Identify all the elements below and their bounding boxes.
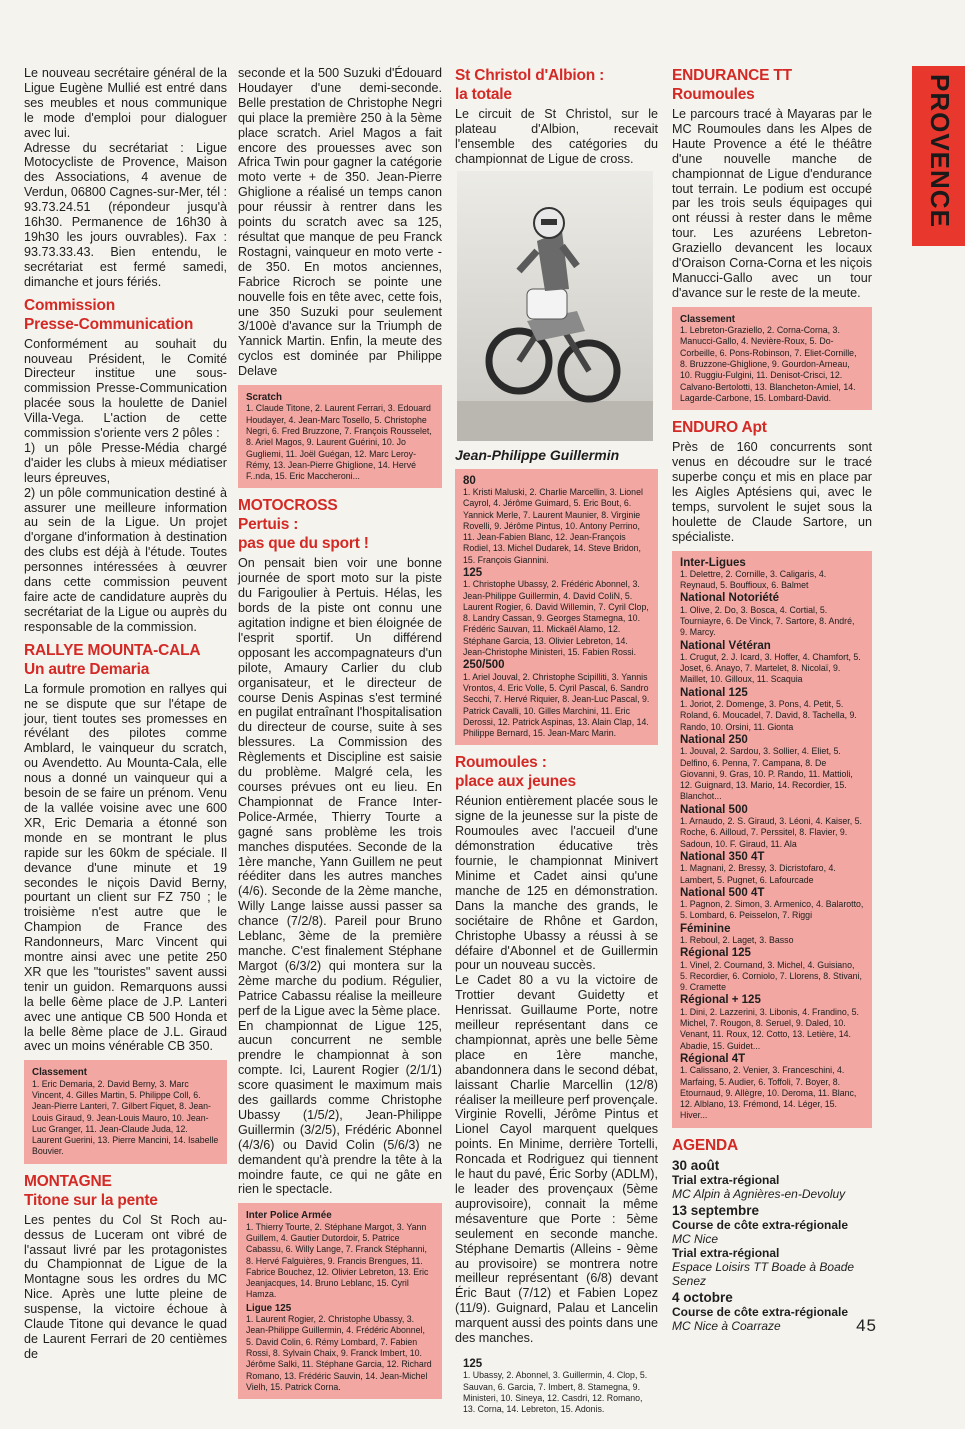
rider-illustration — [457, 171, 653, 441]
agenda-event: Trial extra-régional — [672, 1245, 780, 1260]
motocross-rider-photo — [457, 171, 653, 441]
results-text: 1. Ariel Jouval, 2. Christophe Scipilliti, 3. Yannis Vrontos, 4. Eric Volle, 5. Cyril Pascal, 6. Sandro Secchi, 7. Hervé Riquier, 8. Jean-Luc Pascal, 9. Patrick Cavalli, 10. Gilles Marchini, 11. Eric Derossi, 12. Patrick Aspinas, 13. Alain Clap, 14. Philippe Bernard, 15. Jean-Marc Marin. — [463, 671, 650, 739]
results-title: National 500 4T — [680, 886, 765, 899]
address-paragraph: Adresse du secrétariat : Ligue Motocycliste de Provence, Maison des Associations, 4 avenue de Verdun, 06800 Cagnes-sur-Mer, tél : 93.73.24.51 (répondeur jusqu'à 16h30. Permanence de 16h30 à 19h30 les jours ouvrables). Fax : 93.73.33.43. Bien entendu, le secrétariat est fermé samedi, dimanche et jours fériés. — [24, 140, 228, 289]
scratch-results-box — [238, 385, 442, 488]
roumoules-article — [455, 794, 658, 1346]
column-2 — [238, 66, 442, 1407]
motocross-heading-line2: Pertuis : — [238, 516, 299, 534]
results-text: 1. Reboul, 2. Laget, 3. Basso — [680, 935, 794, 945]
rallye-heading-line2: Un autre Demaria — [24, 660, 150, 678]
agenda-place: MC Nice — [672, 1231, 719, 1246]
results-title: 125 — [463, 567, 483, 579]
endurance-results-box — [672, 307, 872, 410]
roumoules-heading-line1: Roumoules : — [455, 754, 547, 772]
results-text: 1. Christophe Ubassy, 2. Frédéric Abonnel, 3. Jean-Philippe Guillermin, 4. David CoIiN, 5. Laurent Rogier, 6. David Willemin, 7. Cyril Clop, 8. Landry Cassan, 9. Georges Stamegna, 10. Frédéric Sauvan, 11. Mickaël Alamo, 12. Stéphane Garcia, 13. Olivier Lebreton, 14. Jean-Christophe Ministeri, 15. Fabien Rossi. — [463, 579, 649, 658]
endurance-heading-line2: Roumoules — [672, 86, 755, 103]
rallye-heading — [24, 641, 227, 679]
motocross-heading — [238, 496, 442, 553]
ipa-results-box — [238, 1203, 442, 1399]
results-text: 1. Jouval, 2. Sardou, 3. Sollier, 4. Eliet, 5. Delfino, 6. Penna, 7. Campana, 8. De Giovanni, 9. Gras, 10. P. Rando, 11. Mattioli, 12. Guignard, 13. Mario, 14. Recordier, 15. Blanchot... — [680, 746, 853, 802]
agenda-heading — [672, 1136, 872, 1155]
motocross-heading-line3: pas que du sport ! — [238, 535, 369, 553]
intro-article — [24, 66, 227, 290]
results-title: Régional + 125 — [680, 994, 761, 1007]
results-title: 250/500 — [463, 659, 505, 672]
results-title: National Vétéran — [680, 639, 771, 652]
results-title: National 250 — [680, 733, 748, 746]
results-title: 125 — [463, 1357, 483, 1370]
results-title: National 500 — [680, 803, 748, 816]
results-title: Scratch — [246, 392, 282, 404]
montagne-heading-line2: Titone sur la pente — [24, 1191, 158, 1209]
montagne-continued-paragraph: seconde et la 500 Suzuki d'Édouard Houdayer d'une demi-seconde. Belle prestation de Christophe Negri qui place la première 250 à la 5ème place scratch. Ariel Magos a fait encore des prouesses avec son Africa Twin pour gagner la catégorie moto verte + de 350. Jean-Pierre Ghiglione a réalisé un temps canon pour réussir à rentrer dans les points du scratch avec sa 125, résultat que manque de peu Franck Rostagni, vainqueur en moto verte - de 350. En motos anciennes, Fabrice Ricroch se pointe une nouvelle fois en tête avec, cette fois, une 350 Suzuki pour seulement 3/100è d'avance sur la Triumph de Yannick Martin. Enfin, la meute des cyclos est dominée par Philippe Delave — [238, 66, 442, 379]
endurance-article — [672, 107, 872, 301]
results-text: 1. Olive, 2. Do, 3. Bosca, 4. Cortial, 5. Tourniayre, 6. De Vinck, 7. Sartore, 8. André, 9. Marcy. — [680, 604, 855, 638]
agenda-date: 4 octobre — [672, 1289, 733, 1305]
commission-paragraph-2: 1) un pôle Presse-Média chargé d'aider les clubs à mieux médiatiser leurs épreuves, — [24, 440, 227, 485]
agenda-heading-line1: AGENDA — [672, 1136, 738, 1154]
rallye-results-box — [24, 1060, 227, 1163]
agenda-event: Trial extra-régional — [672, 1172, 780, 1187]
section-tag-label: PROVENCE — [925, 74, 955, 228]
stchristol-article — [455, 107, 658, 167]
results-text: 1. Thierry Tourte, 2. Stéphane Margot, 3. Yann Guillem, 4. Gautier Dutordoir, 5. Patrice Cabassu, 6. Willy Lange, 7. Franck Stéphanni, 8. Hervé Falguières, 9. Francis Brengues, 11. Fabrice Bouchez, 12. Olivier Lebreton, 13. Eric Jeanjacques, 14. Bruno Leblanc, 15. Cyril Hamza. — [246, 1221, 429, 1300]
results-title: Classement — [32, 1067, 87, 1079]
rallye-heading-line1: RALLYE MOUNTA-CALA — [24, 641, 201, 659]
commission-heading-line1: Commission — [24, 296, 116, 314]
rallye-paragraph: La formule promotion en rallyes qui ne se dispute que sur l'étape de jour, tient toutes ses promesses en révélant des pilotes comme Amblard, le vainqueur du scratch, ou Avendetto. Au Mounta-Cala, elle nous a donné un vainqueur qui a besoin de se faire un prénom. Venu de la vallée voisine avec une 600 XR, Eric Demaria a étonné son monde en se montrant le plus rapide sur les 60km de spéciale. Il devance d'une minute et 19 secondes le niçois David Berny, pourtant un client sur FZ 750 ; le troisième n'est autre que le Champion de France des Randonneurs, Marc Vincent qui montre ainsi avec une petite 250 XR que les "touristes" savent aussi tenir un guidon. Remarquons aussi la belle 6ème place de J.P. Lanteri avec une antique CB 500 Honda et la belle 8ème place de J.L. Giraud avec un moins vénérable CB 350. — [24, 681, 227, 1054]
results-title: National 350 4T — [680, 850, 765, 863]
intro-paragraph: Le nouveau secrétaire général de la Ligue Eugène Mullié est entré dans ses meubles et nous communique le mode d'emploi pour dialoguer avec lui. — [24, 66, 227, 140]
stchristol-results-box — [455, 469, 658, 746]
enduro-heading-line1: ENDURO Apt — [672, 419, 767, 437]
results-title: Inter Police Armée — [246, 1210, 332, 1222]
enduro-article — [672, 440, 872, 544]
rallye-article — [24, 682, 227, 1055]
agenda-place: MC Alpin à Agnières-en-Devoluy — [672, 1186, 846, 1201]
montagne-paragraph: Les pentes du Col St Roch au-dessus de Luceram ont vibré de l'assaut livré par les protagonistes du Championnat de Ligue de la Montagne sous les ordres du MC Nice. Après une lutte pleine de suspense, la victoire échoue à Claude Titone qui devance le quad de Laurent Ferrari de 20 centièmes de — [24, 1212, 227, 1361]
montagne-heading — [24, 1172, 227, 1210]
motocross-paragraph-2: En championnat de Ligue 125, aucun concurrent ne semble prendre le championnat à son compte. Ici, Laurent Rogier (2/1/1) score quasiment le maximum mais des gaillards comme Christophe Ubassy (1/5/2), Jean-Philippe Guillermin (3/2/5), Frédéric Abonnel (4/3/6) ou David Colin (5/6/3) ne demandent qu'à prendre la tête à la moindre faute, ce qui ne gâte en rien le spectacle. — [238, 1018, 442, 1197]
results-text: 1. Ubassy, 2. Abonnel, 3. Guillermin, 4. Clop, 5. Sauvan, 6. Garcia, 7. Imbert, 8. Stamegna, 9. Ministeri, 10. Sineya, 12. Casdri, 12. Romano, 13. Corna, 14. Lebreton, 15. Adonis. — [463, 1370, 648, 1415]
roumoules-heading — [455, 753, 658, 791]
results-text: 1. Arnaudo, 2. S. Giraud, 3. Léoni, 4. Kaiser, 5. Roche, 6. Ailloud, 7. Perssitel, 8. Flavier, 9. Sadoun, 10. F. Giraud, 11. Ala — [680, 816, 862, 849]
motocross-paragraph-1: On pensait bien voir une bonne journée de sport moto sur la piste du Farigoulier à Pertuis. Hélas, les bords de la piste ont connu une agitation indigne et bien éloignée de l'esprit sportif. Un différend opposant les accompagnateurs d'un pilote, Amaury Carlier du club organisateur, et le directeur de course Denis Aspinas s'est terminé en pugilat entraînant l'hospitalisation du directeur de course, suite à ses blessures. La Commission des Règlements et Discipline est saisie du problème. Malgré cela, les courses prévues ont eu lieu. En Championnat de France Inter-Police-Armée, Thierry Tourte a gagné sans problème les trois manches disputées. Seconde de la 1ère manche, Yann Guillem ne peut rééditer dans les autres manches (4/6). Seconde de la 2ème manche, Willy Lange laisse aussi passer sa chance (7/2/8). Pareil pour Bruno Leblanc, 3ème de la première manche. C'est finalement Stéphane Margot (6/3/2) qui montera sur la 2ème marche du podium. Régulier, Patrice Cabassu réalise la meilleure perf de la Ligue avec la 5ème place. — [238, 556, 442, 1018]
commission-paragraph-3: 2) un pôle communication destiné à assurer une meilleure information au sein de la Ligue. Un projet d'organe d'information à destination des clubs est déjà à l'étude. Toutes personnes intéressées à œuvrer dans cette commission peuvent faire acte de candidature auprès du secrétariat de la Ligue ou auprès du responsable de la commission. — [24, 485, 227, 634]
montagne-article — [24, 1213, 227, 1362]
column-3 — [455, 66, 658, 1429]
column-1 — [24, 66, 227, 1362]
agenda-event: Course de côte extra-régionale — [672, 1217, 849, 1232]
commission-heading-line2: Presse-Communication — [24, 315, 194, 333]
results-title: National Notoriété — [680, 592, 780, 605]
stchristol-heading-line1: St Christol d'Albion : — [455, 67, 605, 84]
motocross-article — [238, 556, 442, 1197]
endurance-heading-line1: ENDURANCE TT — [672, 67, 792, 84]
enduro-paragraph: Près de 160 concurrents sont venus en découdre sur le tracé superbe conçu et mis en place par les Aigles Aptésiens qui, avec le temps, survolent le sujet sous la houlette de Claude Sartore, un spécialiste. — [672, 440, 872, 544]
endurance-heading — [672, 66, 872, 104]
results-title: Inter-Ligues — [680, 556, 746, 569]
column-4 — [672, 66, 872, 1333]
page-number: 45 — [856, 1316, 877, 1335]
results-title: Régional 125 — [680, 947, 751, 960]
section-tag — [912, 66, 965, 246]
results-text: 1. Lebreton-Graziello, 2. Corna-Corna, 3. Manucci-Gallo, 4. Nevière-Roux, 5. Do-Corbeille, 6. Pons-Robinson, 7. Eliet-Cornille, 8. Bruzzone-Ghiglione, 9. Gourdon-Arneau, 10. Ruggiu-Fulgini, 11. Denisot-Crisci, 12. Calvano-Bertolotti, 13. Blancheton-Amiel, 14. Lagarde-Carbone, 15. Lombard-David. — [680, 325, 857, 403]
results-text: 1. Delettre, 2. Cornille, 3. Caligaris, 4. Reynaud, 5. Bouffioux, 6. Balmet — [680, 568, 827, 591]
roumoules-heading-line2: place aux jeunes — [455, 773, 576, 791]
roumoules-results — [455, 1352, 658, 1421]
stchristol-paragraph: Le circuit de St Christol, sur le plateau d'Albion, recevait l'ensemble des catégories du championnat de Ligue de cross. — [455, 107, 658, 166]
results-text: 1. Calissano, 2. Venier, 3. Franceschini, 4. Marfaing, 5. Audier, 6. Toffoli, 7. Boyer, 8. Etournaud, 9. Allègre, 10. Deroma, 11. Blanc, 12. Alblano, 13. Frémond, 14. Léger, 15. Hiver... — [680, 1065, 857, 1121]
enduro-results-box — [672, 551, 872, 1128]
results-text: 1. Magnani, 2. Bressy, 3. Dicristofaro, 4. Lambert, 5. Pugnet, 6. Lafourcade — [680, 863, 836, 885]
agenda-place: MC Nice à Coarraze — [672, 1318, 781, 1333]
results-title: Classement — [680, 313, 735, 325]
results-text: 1. Laurent Rogier, 2. Christophe Ubassy, 3. Jean-Philippe Guillermin, 4. Frédéric Abonnel, 5. David Colin, 6. Rémy Lombard, 7. Fabien Rossi, 8. Sylvain Chaix, 9. Franck Imbert, 10. Jérôme Salki, 11. Stéphane Garcia, 12. Richard Romano, 13. Frédéric Sauvin, 14. Jean-Michel Vielh, 15. Patrick Corna. — [246, 1314, 432, 1392]
stchristol-heading-line2: la totale — [455, 86, 512, 103]
results-title: Féminine — [680, 922, 731, 935]
results-text: 1. Pagnon, 2. Simon, 3. Armenico, 4. Balarotto, 5. Lombard, 6. Peisselon, 7. Riggi — [680, 899, 864, 921]
results-text: 1. Claude Titone, 2. Laurent Ferrari, 3. Edouard Houdayer, 4. Jean-Marc Tosello, 5. Christophe Negri, 6. Fred Bruzzone, 7. François Rousselet, 8. Ariel Magos, 9. Laurent Guérini, 10. Jo Gugliemi, 11. Joël Guégan, 12. Marc Leroy-Rémy, 13. Jean-Pierre Ghiglione, 14. Hervé F..nda, 15. Eric Maccheroni... — [246, 403, 432, 482]
results-title: 80 — [463, 474, 476, 487]
results-text: 1. Eric Demaria, 2. David Berny, 3. Marc Vincent, 4. Gilles Martin, 5. Philippe Coll, 6. Jean-Pierre Lanteri, 7. Gilbert Fiquet, 8. Jean-Louis Giraud, 9. Jean-Louis Mauro, 10. Jean-Luc Granger, 11. Jean-Claude Juda, 12. Laurent Guerini, 13. Pierre Mancini, 14. Isabelle Bouvier. — [32, 1078, 219, 1157]
stchristol-heading — [455, 66, 658, 104]
photo-caption: Jean-Philippe Guillermin — [455, 446, 620, 463]
results-text: 1. Kristi Maluski, 2. Charlie Marcellin, 3. Lionel Cayrol, 4. Jérôme Guimard, 5. Eric Bout, 6. Yannick Merle, 7. Laurent Maunier, 8. Virginie Rovelli, 9. Jérôme Pintus, 10. Antony Perrino, 11. Jean-Fabien Blanc, 12. Jean-François Rodiel, 13. Michel Dudarek, 14. Steve Bridon, 15. François Giannini. — [463, 486, 643, 565]
agenda-date: 30 août — [672, 1157, 720, 1173]
roumoules-paragraph-1: Réunion entièrement placée sous le signe de la jeunesse sur la piste de Roumoules avec l'accueil d'une démonstration éducative très fournie, le championnat Minivert Minime et Cadet ainsi qu'une manche de 125 en démonstration. Dans la manche des grands, le sociétaire de Rhône et Gardon, Christophe Ubassy a réussi à se défaire d'Abonnel et de Guillermin pour un nouveau succès. — [455, 794, 658, 973]
results-title: Ligue 125 — [246, 1302, 292, 1314]
commission-heading — [24, 296, 227, 334]
montagne-heading-line1: MONTAGNE — [24, 1172, 112, 1190]
motocross-heading-line1: MOTOCROSS — [238, 497, 338, 515]
agenda-date: 13 septembre — [672, 1202, 760, 1218]
agenda-list — [672, 1158, 872, 1333]
montagne-continued — [238, 66, 442, 379]
results-title: National 125 — [680, 686, 748, 699]
results-text: 1. Vinel, 2. Cournand, 3. Michel, 4. Guisiano, 5. Recordier, 6. Corniolo, 7. Llorens, 8. Stivani, 9. Cramette — [680, 959, 862, 993]
results-title: Régional 4T — [680, 1052, 746, 1065]
commission-article — [24, 337, 227, 635]
commission-paragraph-1: Conformément au souhait du nouveau Président, le Comité Directeur institue une sous-commission Presse-Communication placée sous la houlette de Daniel Villa-Vega. L'action de cette commission s'oriente vers 2 pôles : — [24, 336, 227, 441]
roumoules-paragraph-2: Le Cadet 80 a vu la victoire de Trottier devant Guidetty et Henrissat. Guillaume Porte, notre meilleur représentant dans ce championnat, après une belle 5ème place en 1ère manche, abandonnera dans le second débat, laissant Charlie Marcellin (12/8) réaliser la meilleure perf provençale. Virginie Rovelli, Jérôme Pintus et Lionel Cayol marquent quelques points. En Minime, derrière Tortelli, Roncada et Rodriguez qui tiennent le haut du pavé, Éric Sorby (ADLM), le leader des provençaux (5ème auprovisoire), connait la même mésaventure que Porte : 5ème seulement en seconde manche. Stéphane Demartis (Alleins - 9ème au provisoire) se montrera notre meilleur représentant (6/8) devant Éric Baut (7/12) et Fabien Lopez (11/9). Guignard, Palau et Lancelin marquent aussi des points dans une des manches. — [455, 973, 658, 1346]
results-text: 1. Dini, 2. Lazzerini, 3. Libonis, 4. Frandino, 5. Michel, 7. Rougon, 8. Seruel, 9. Daled, 10. Venant, 11. Roux, 12. Cotto, 13. Letière, 14. Abadie, 15. Guidet... — [680, 1006, 859, 1051]
agenda-place: Espace Loisirs TT Boade à Boade Senez — [672, 1259, 855, 1288]
agenda-event: Course de côte extra-régionale — [672, 1304, 849, 1319]
enduro-heading — [672, 418, 872, 437]
results-text: 1. Crugut, 2. J. Icard, 3. Hoffer, 4. Chamfort, 5. Joset, 6. Anayo, 7. Martelet, 8. Nicolaï, 9. Maillet, 10. Gilloux, 11. Scaquia — [680, 651, 861, 685]
results-text: 1. Joriot, 2. Domenge, 3. Pons, 4. Petit, 5. Roland, 6. Moucadel, 7. David, 8. Tachella, 9. Rando, 10. Orsini, 11. Gionta — [680, 699, 857, 732]
endurance-paragraph: Le parcours tracé à Mayaras par le MC Roumoules dans les Alpes de Haute Provence a été le théâtre d'une nouvelle manche de championnat de Ligue d'endurance tout terrain. Le podium est occupé par les trois seuls équipages qui ont réussi à rester dans le même tour. Les azuréens Lebreton-Graziello devancent les locaux d'Oraison Corna-Corna et les niçois Manucci-Gallo avec un tour d'avance sur le reste de la meute. — [672, 107, 872, 300]
